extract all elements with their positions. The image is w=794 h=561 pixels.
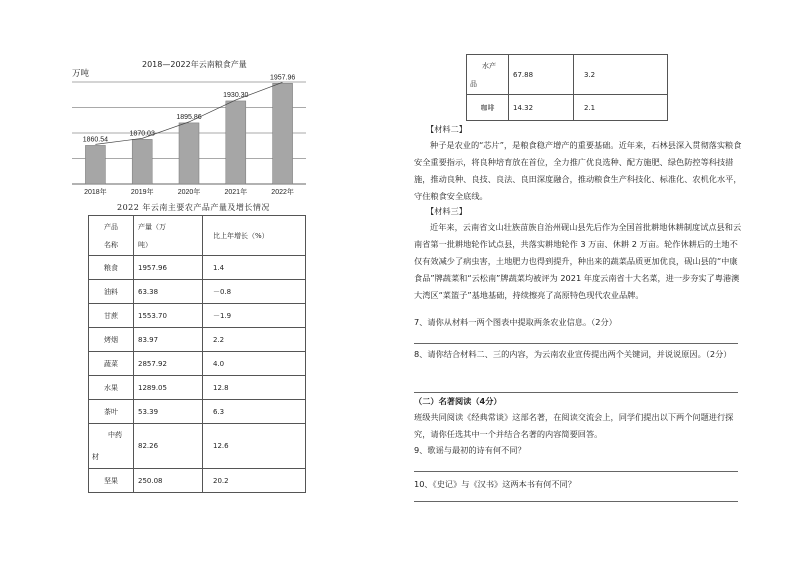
x-tick-label: 2020年 [177,189,201,196]
row-growth: 6.3 [203,400,306,424]
question-8: 8、请你结合材料二、三的内容，为云南农业宣传提出两个关键词，并说说原因。（2分） [414,349,732,359]
answer-line-9[interactable] [414,471,738,472]
row-growth: 2.2 [203,328,306,352]
material2-heading: 【材料二】 [426,124,467,134]
bar [179,123,199,184]
row-name-line1: 中药 [108,431,122,439]
row-name [467,55,509,95]
table-row [89,280,306,304]
row-growth: 12.8 [203,376,306,400]
row-name: 甘蔗 [89,304,134,328]
row-name: 茶叶 [89,400,134,424]
section2-intro: 班级共同阅读《经典常谈》这部名著，在阅读交流会上，同学们提出以下两个问题进行探究，请你任选其中一个并结合名著的内容简要回答。 [414,412,734,439]
row-growth: －0.8 [203,280,306,304]
row-growth: 12.6 [203,424,306,469]
question-7: 7、请你从材料一两个图表中提取两条农业信息。（2分） [414,317,617,327]
question-10: 10、《史记》与《汉书》这两本书有何不同？ [414,479,576,489]
bar [273,83,293,184]
row-name [89,424,134,469]
row-output: 1553.70 [134,304,203,328]
answer-line-10[interactable] [414,501,738,502]
table-row [89,352,306,376]
header-growth: 比上年增长（%） [203,216,306,256]
row-output: 53.39 [134,400,203,424]
row-growth: 1.4 [203,256,306,280]
chart-unit-label: 万吨 [72,69,90,79]
row-growth: 2.1 [574,95,668,121]
header-name-line1: 产品 [104,222,118,231]
row-output: 2857.92 [134,352,203,376]
x-tick-label: 2019年 [130,189,154,196]
table-row [467,55,668,95]
header-output-line2: 吨） [138,240,152,249]
table-row [89,376,306,400]
row-growth: －1.9 [203,304,306,328]
row-output: 63.38 [134,280,203,304]
x-tick-label: 2018年 [84,189,107,196]
data-label: 1860.54 [82,136,109,144]
table-caption: 2022 年云南主要农产品产量及增长情况 [117,203,270,212]
data-label: 1930.30 [223,91,249,99]
header-name [89,216,134,256]
table-row [89,424,306,469]
table-row [467,95,668,121]
row-name-line1: 水产 [482,61,496,70]
row-output: 250.08 [134,469,203,493]
row-growth: 20.2 [203,469,306,493]
row-name: 油料 [89,280,134,304]
row-output: 1957.96 [134,256,203,280]
table-row [89,400,306,424]
section2-title: （二）名著阅读（4分） [414,396,502,406]
row-output: 82.26 [134,424,203,469]
material2-body: 种子是农业的“芯片”，是粮食稳产增产的重要基础。近年来，石林县深入贯彻落实粮食安全重要指示，将良种培育放在首位，全力推广优良选种、配方施肥、绿色防控等科技措施，推动良种、良技、良法、良田深度融合，推动粮食生产科技化、标准化、农机化水平，守住粮食安全底线。 [414,140,742,201]
bar [226,101,246,184]
row-name-line2: 品 [470,79,477,88]
data-label: 1895.86 [176,113,202,121]
row-output: 1289.05 [134,376,203,400]
bar-chart [60,52,310,202]
data-label: 1957.96 [269,74,296,82]
row-output: 14.32 [509,95,574,121]
table-row [89,256,306,280]
table-row [89,469,306,493]
production-table-continued [466,54,668,121]
table-header-row [89,216,306,256]
chart-title: 2018—2022年云南粮食产量 [142,60,247,69]
row-name: 咖啡 [467,95,509,121]
row-name: 坚果 [89,469,134,493]
row-growth: 4.0 [203,352,306,376]
data-label: 1870.03 [129,130,155,138]
bar [132,139,152,184]
row-output: 83.97 [134,328,203,352]
bar [85,145,105,184]
header-name-line2: 名称 [104,240,118,249]
answer-line-7[interactable] [414,343,738,344]
row-name-line2: 材 [92,453,99,461]
x-tick-label: 2022年 [271,189,294,196]
production-table [88,215,306,493]
material3-body: 近年来，云南省文山壮族苗族自治州砚山县先后作为全国首批耕地休耕制度试点县和云南省第一批耕地轮作试点县，共落实耕地轮作 3 万亩、休耕 2 万亩。轮作休耕后的土地不仅有效减少了病虫害，土地肥力也得到提升，种出来的蔬菜品质更加优良，砚山县的“中康食品”牌蔬菜和“云松南”牌蔬菜均被评为 2021 年度云南省十大名菜，进一步夯实了粤港澳大湾区“菜篮子”基地基础，持续擦亮了高原特色现代农业品牌。 [414,222,742,300]
table-row [89,304,306,328]
row-name: 水果 [89,376,134,400]
row-name: 蔬菜 [89,352,134,376]
question-9: 9、歌谣与最初的诗有何不同？ [414,445,526,455]
x-tick-label: 2021年 [224,189,248,196]
row-growth: 3.2 [574,55,668,95]
header-output [134,216,203,256]
table-row [89,328,306,352]
material3-heading: 【材料三】 [426,206,467,216]
row-name: 烤烟 [89,328,134,352]
row-name: 粮食 [89,256,134,280]
row-output: 67.88 [509,55,574,95]
header-output-line1: 产量（万 [138,222,166,231]
